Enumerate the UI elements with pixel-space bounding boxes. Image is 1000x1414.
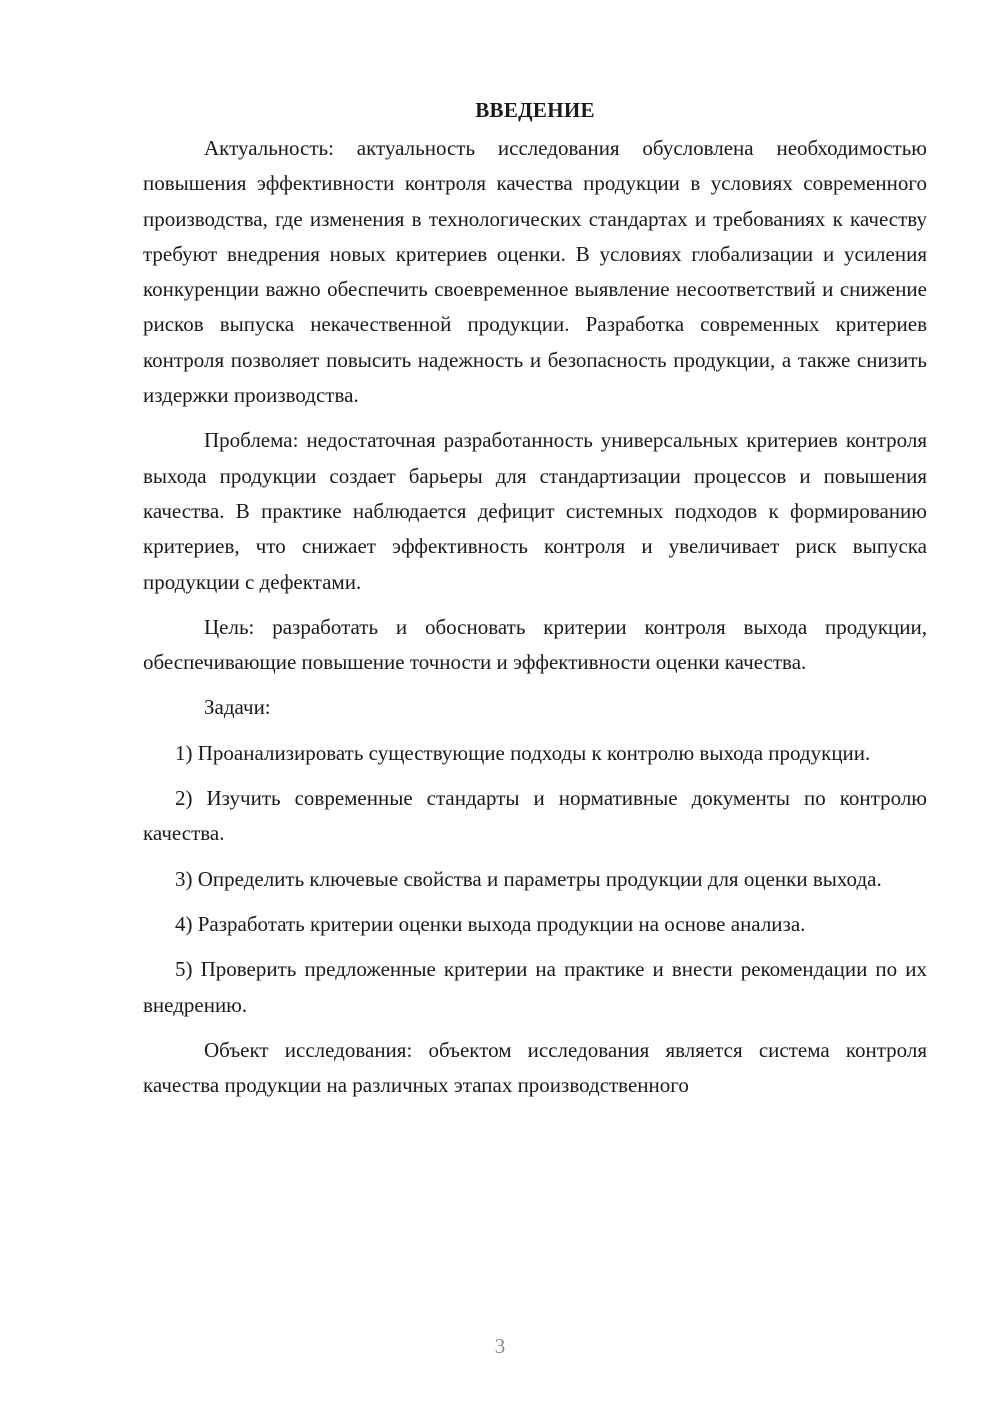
task-item-3: 3) Определить ключевые свойства и параметры продукции для оценки выхода. — [175, 866, 882, 891]
page-number: 3 — [494, 1334, 506, 1358]
task-item-4: 4) Разработать критерии оценки выхода продукции на основе анализа. — [175, 911, 806, 936]
page-title: ВВЕДЕНИЕ — [475, 98, 595, 122]
tasks-heading: Задачи: — [204, 695, 271, 720]
problem-paragraph: Проблема: недостаточная разработанность универсальных критериев контроля выхода продукции создает барьеры для стандартизации процессов и повышения качества. В практике наблюдается дефицит системных подходов к формированию критериев, что снижает эффективность контроля и увеличивает риск выпуска продукции с дефектами. — [143, 428, 927, 594]
goal-paragraph: Цель: разработать и обосновать критерии контроля выхода продукции, обеспечивающие повышение точности и эффективности оценки качества. — [143, 614, 927, 675]
task-item-5: 5) Проверить предложенные критерии на практике и внести рекомендации по их внедрению. — [143, 957, 927, 1017]
task-item-2: 2) Изучить современные стандарты и нормативные документы по контролю качества. — [143, 786, 927, 846]
page-content — [143, 95, 927, 1113]
task-item-1: 1) Проанализировать существующие подходы к контролю выхода продукции. — [175, 740, 871, 765]
relevance-paragraph: Актуальность: актуальность исследования обусловлена необходимостью повышения эффективности контроля качества продукции в условиях современного производства, где изменения в технологических стандартах и требованиях к качеству требуют внедрения новых критериев оценки. В условиях глобализации и усиления конкуренции важно обеспечить своевременное выявление несоответствий и снижение рисков выпуска некачественной продукции. Разработка современных критериев контроля позволяет повысить надежность и безопасность продукции, а также снизить издержки производства. — [143, 136, 927, 408]
object-paragraph: Объект исследования: объектом исследования является система контроля качества продукции на различных этапах производственного — [143, 1037, 927, 1098]
